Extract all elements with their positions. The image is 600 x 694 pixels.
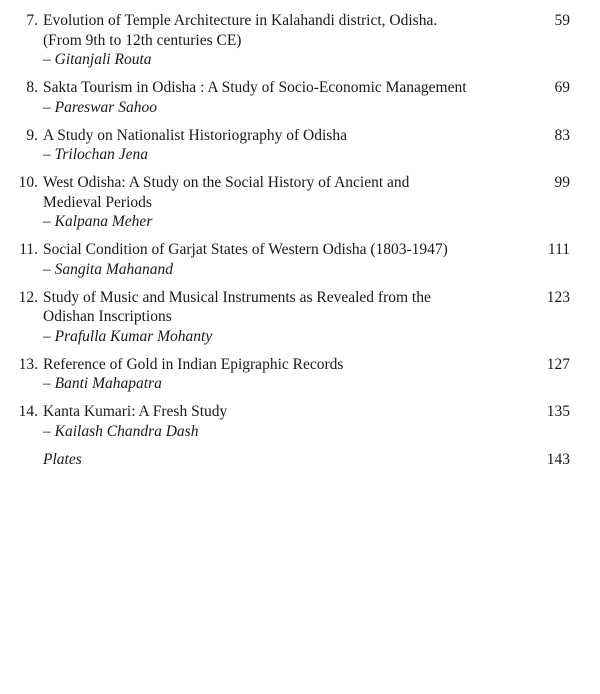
entry-author: – Gitanjali Routa xyxy=(43,51,152,68)
entry-page-number: 123 xyxy=(546,288,570,306)
toc-entry[interactable] xyxy=(0,173,600,232)
toc-entry[interactable] xyxy=(0,402,600,441)
toc-entry[interactable] xyxy=(0,126,600,165)
entry-author: – Sangita Mahanand xyxy=(43,260,174,278)
entry-number xyxy=(0,450,38,470)
entry-number: 8. xyxy=(26,79,38,96)
entry-body xyxy=(43,355,513,394)
entry-page-number: 69 xyxy=(554,79,570,96)
entry-title-line: Evolution of Temple Architecture in Kalahandi district, Odisha. xyxy=(43,12,438,29)
entry-title-line: Social Condition of Garjat States of Western Odisha (1803-1947) xyxy=(43,241,448,258)
plates-label: Plates xyxy=(43,450,82,468)
toc-entry[interactable] xyxy=(0,288,600,347)
entry-number: 11. xyxy=(19,241,38,258)
entry-page-number: 59 xyxy=(554,12,570,29)
entry-body xyxy=(43,402,513,441)
entry-author: – Banti Mahapatra xyxy=(43,375,162,392)
entry-title-line: A Study on Nationalist Historiography of Odisha xyxy=(43,126,347,144)
plates-page-number: 143 xyxy=(546,450,570,468)
toc-entry[interactable] xyxy=(0,11,600,70)
entry-body xyxy=(43,11,513,70)
entry-title-line: Kanta Kumari: A Fresh Study xyxy=(43,403,228,420)
entry-number: 9. xyxy=(26,126,38,144)
entry-title-line: (From 9th to 12th centuries CE) xyxy=(43,31,242,49)
entry-page-number: 127 xyxy=(546,355,570,373)
entry-number: 7. xyxy=(26,12,38,29)
entry-author: – Prafulla Kumar Mohanty xyxy=(43,327,213,345)
toc-entry[interactable] xyxy=(0,355,600,394)
entry-body xyxy=(43,288,513,347)
entry-title-line: Study of Music and Musical Instruments as Revealed from the xyxy=(43,288,431,306)
entry-title-line: Sakta Tourism in Odisha : A Study of Socio-Economic Management xyxy=(43,79,467,96)
toc-entry-plates[interactable] xyxy=(0,450,600,470)
entry-number: 12. xyxy=(18,288,38,306)
entry-body xyxy=(43,240,513,279)
entry-page-number: 111 xyxy=(547,241,570,258)
entry-number: 13. xyxy=(18,355,38,373)
entry-body xyxy=(43,173,513,232)
entry-title-line: West Odisha: A Study on the Social History of Ancient and xyxy=(43,174,410,191)
entry-title-line: Reference of Gold in Indian Epigraphic Records xyxy=(43,355,344,373)
table-of-contents xyxy=(0,11,600,478)
entry-author: – Kalpana Meher xyxy=(43,213,153,230)
entry-page-number: 83 xyxy=(554,126,570,144)
entry-title-line: Medieval Periods xyxy=(43,193,152,211)
toc-entry[interactable] xyxy=(0,78,600,117)
entry-page-number: 99 xyxy=(554,174,570,191)
entry-body xyxy=(43,78,513,117)
entry-author: – Trilochan Jena xyxy=(43,146,149,163)
entry-title-line: Odishan Inscriptions xyxy=(43,308,172,325)
entry-number: 10. xyxy=(18,174,38,191)
toc-entry[interactable] xyxy=(0,240,600,279)
entry-page-number: 135 xyxy=(546,403,570,420)
entry-author: – Kailash Chandra Dash xyxy=(43,422,199,440)
entry-number: 14. xyxy=(18,403,38,420)
entry-body xyxy=(43,126,513,165)
entry-author: – Pareswar Sahoo xyxy=(43,98,157,116)
